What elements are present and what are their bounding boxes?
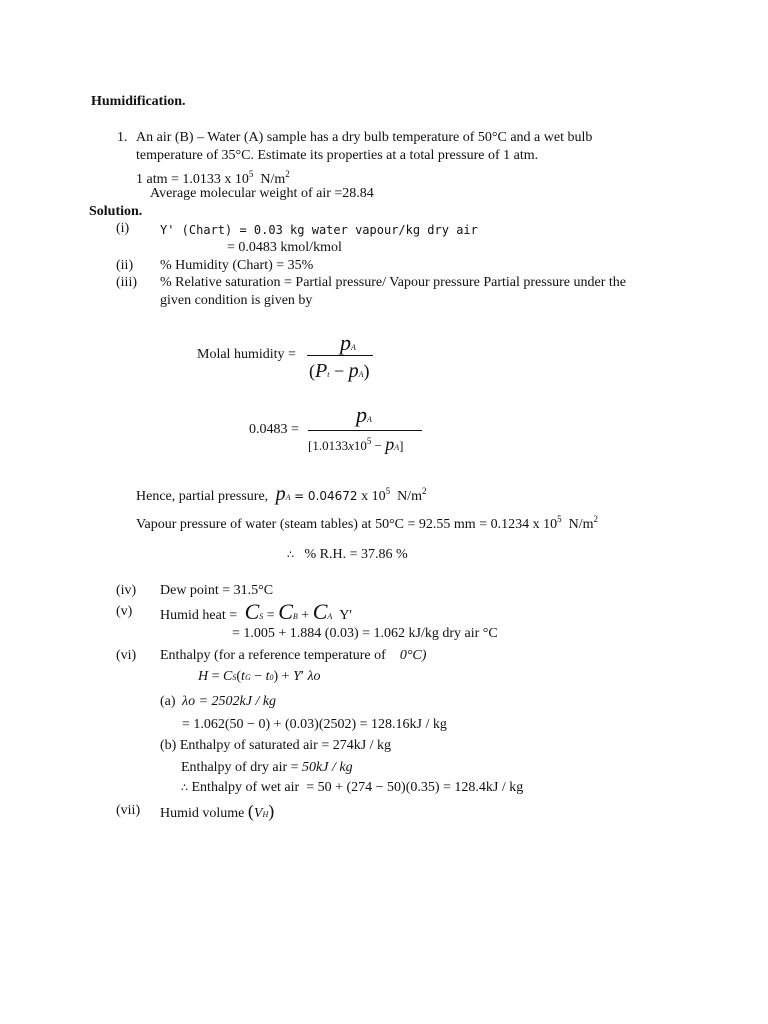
molal-humidity-fraction: pA (Pt − pA) (305, 330, 375, 390)
hence-partial-pressure: Hence, partial pressure, pA = 0.04672 x $10^5$ $N/m^2$ (136, 483, 427, 505)
solution-heading: Solution. (89, 204, 143, 219)
question-line-1: An air (B) – Water (A) sample has a dry bulb temperature of 50°C and a wet bulb (136, 130, 593, 145)
item-vi-text: Enthalpy (for a reference temperature of 0°C) (160, 648, 427, 663)
relative-humidity-line: ∴ % R.H. = 37.86 % (287, 547, 408, 562)
item-iii-label: (iii) (116, 275, 137, 290)
item-i-label: (i) (116, 221, 130, 236)
item-i-text: Y' (Chart) = 0.03 kg water vapour/kg dry air (160, 223, 478, 237)
vapour-pressure-line: Vapour pressure of water (steam tables) at 50°C = 92.55 mm = 0.1234 x $10^5$ $N/m^2$ (136, 514, 598, 532)
item-ii-label: (ii) (116, 258, 134, 273)
item-iii-text-2: given condition is given by (160, 293, 313, 308)
question-line-2: temperature of 35°C. Estimate its properties at a total pressure of 1 atm. (136, 148, 539, 163)
enthalpy-calc: = 1.062(50 − 0) + (0.03)(2502) = 128.16kJ / kg (182, 717, 447, 732)
atm-definition: 1 atm = 1.0133 x $10^5$ $N/m^2$ (136, 169, 290, 187)
therefore-symbol: ∴ (287, 549, 294, 561)
item-iv-label: (iv) (116, 583, 137, 598)
page-title: Humidification. (91, 94, 186, 109)
item-vii-text: Humid volume (VH) (160, 801, 275, 821)
item-a-label: (a) (160, 694, 176, 709)
item-i-text-2: = 0.0483 kmol/kmol (227, 240, 342, 255)
partial-pressure-fraction: pA $[1.0133x10^5 - pA]$ (306, 402, 426, 462)
item-iv-text: Dew point = 31.5°C (160, 583, 274, 598)
saturated-air-enthalpy: (b) Enthalpy of saturated air = 274kJ / kg (160, 738, 392, 753)
wet-air-enthalpy: ∴ Enthalpy of wet air = 50 + (274 − 50)(0.35) = 128.4kJ / kg (181, 780, 524, 795)
item-v-text: Humid heat = CS = CB + CA Y' (160, 599, 352, 624)
humid-heat-calc: = 1.005 + 1.884 (0.03) = 1.062 kJ/kg dry air °C (232, 626, 498, 641)
question-number: 1. (117, 130, 128, 145)
item-v-label: (v) (116, 604, 133, 619)
equation-value-label: 0.0483 = (249, 422, 299, 437)
dry-air-enthalpy: Enthalpy of dry air = 50kJ / kg (181, 760, 353, 775)
molal-humidity-label: Molal humidity = (197, 347, 296, 362)
enthalpy-formula: H = CS(tG − t0) + Y′ λo (198, 669, 321, 684)
molecular-weight-line: Average molecular weight of air =28.84 (150, 186, 374, 201)
item-ii-text: % Humidity (Chart) = 35% (160, 258, 314, 273)
item-vii-label: (vii) (116, 803, 141, 818)
item-vi-label: (vi) (116, 648, 137, 663)
item-iii-text: % Relative saturation = Partial pressure/ Vapour pressure Partial pressure under the (160, 275, 626, 290)
latent-heat-value: λo = 2502kJ / kg (182, 694, 277, 709)
